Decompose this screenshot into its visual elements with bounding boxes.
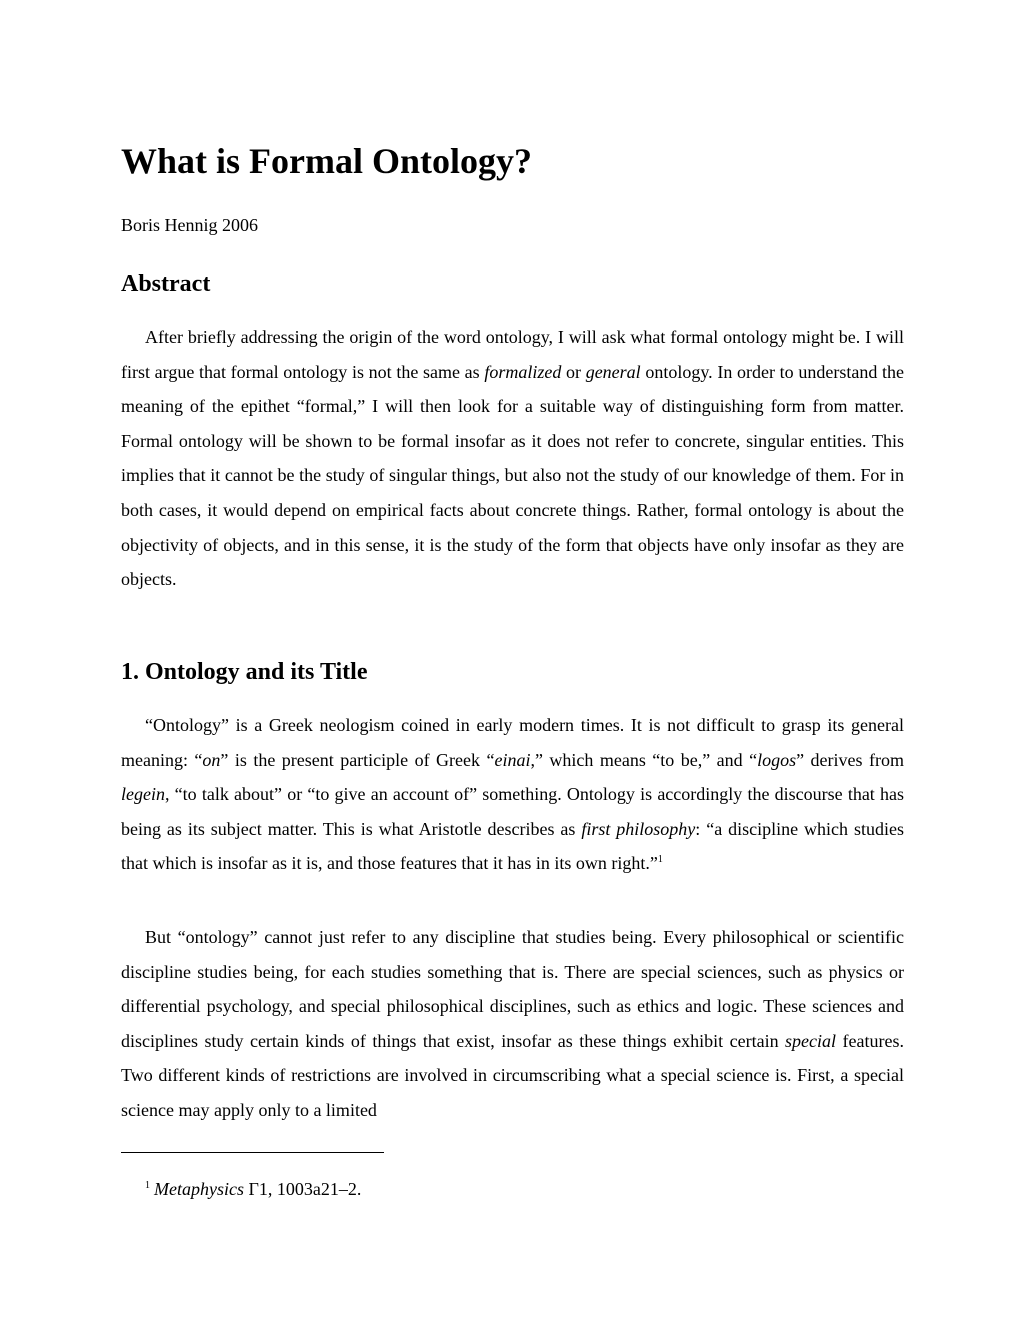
abstract-paragraph: After briefly addressing the origin of the word ontology, I will ask what formal ontology might be. I will first argue that formal ontology is not the same as formalized or general ontology. In order to understand the meaning of the epithet “formal,” I will then look for a suitable way of distinguishing form from matter. Formal ontology will be shown to be formal insofar as it does not refer to concrete, singular entities. This implies that it cannot be the study of singular things, but also not the study of our knowledge of them. For in both cases, it would depend on empirical facts about concrete things. Rather, formal ontology is about the objectivity of objects, and in this sense, it is the study of the form that objects have only insofar as they are objects. bbox=[121, 327, 904, 590]
footnote-separator bbox=[121, 1152, 384, 1153]
author-line: Boris Hennig 2006 bbox=[121, 215, 258, 235]
section-1-paragraph-2: But “ontology” cannot just refer to any discipline that studies being. Every philosophical or scientific discipline studies being, for each studies something that is. There are special sciences, such as physics or differential psychology, and special philosophical disciplines, such as ethics and logic. These sciences and disciplines study certain kinds of things that exist, insofar as these things exhibit certain special features. Two different kinds of restrictions are involved in circumscribing what a special science is. First, a special science may apply only to a limited bbox=[121, 927, 904, 1120]
section-1-heading: 1. Ontology and its Title bbox=[121, 659, 368, 685]
paper-title: What is Formal Ontology? bbox=[121, 141, 532, 181]
section-1-paragraph-1: “Ontology” is a Greek neologism coined in early modern times. It is not difficult to grasp its general meaning: “on” is the present participle of Greek “einai,” which means “to be,” and “logos” derives from legein, “to talk about” or “to give an account of” something. Ontology is accordingly the discourse that has being as its subject matter. This is what Aristotle describes as first philosophy: “a discipline which studies that which is insofar as it is, and those features that it has in its own right.”$^1$ bbox=[121, 715, 904, 874]
abstract-heading: Abstract bbox=[121, 271, 211, 297]
footnote-citation: Γ1, 1003a21–2. bbox=[243, 1179, 362, 1199]
footnote-number: 1 bbox=[145, 1180, 150, 1191]
footnote-1 bbox=[145, 1176, 361, 1202]
footnote-reference[interactable]: 1 bbox=[657, 854, 663, 866]
footnote-work-title: Metaphysics bbox=[154, 1179, 244, 1199]
